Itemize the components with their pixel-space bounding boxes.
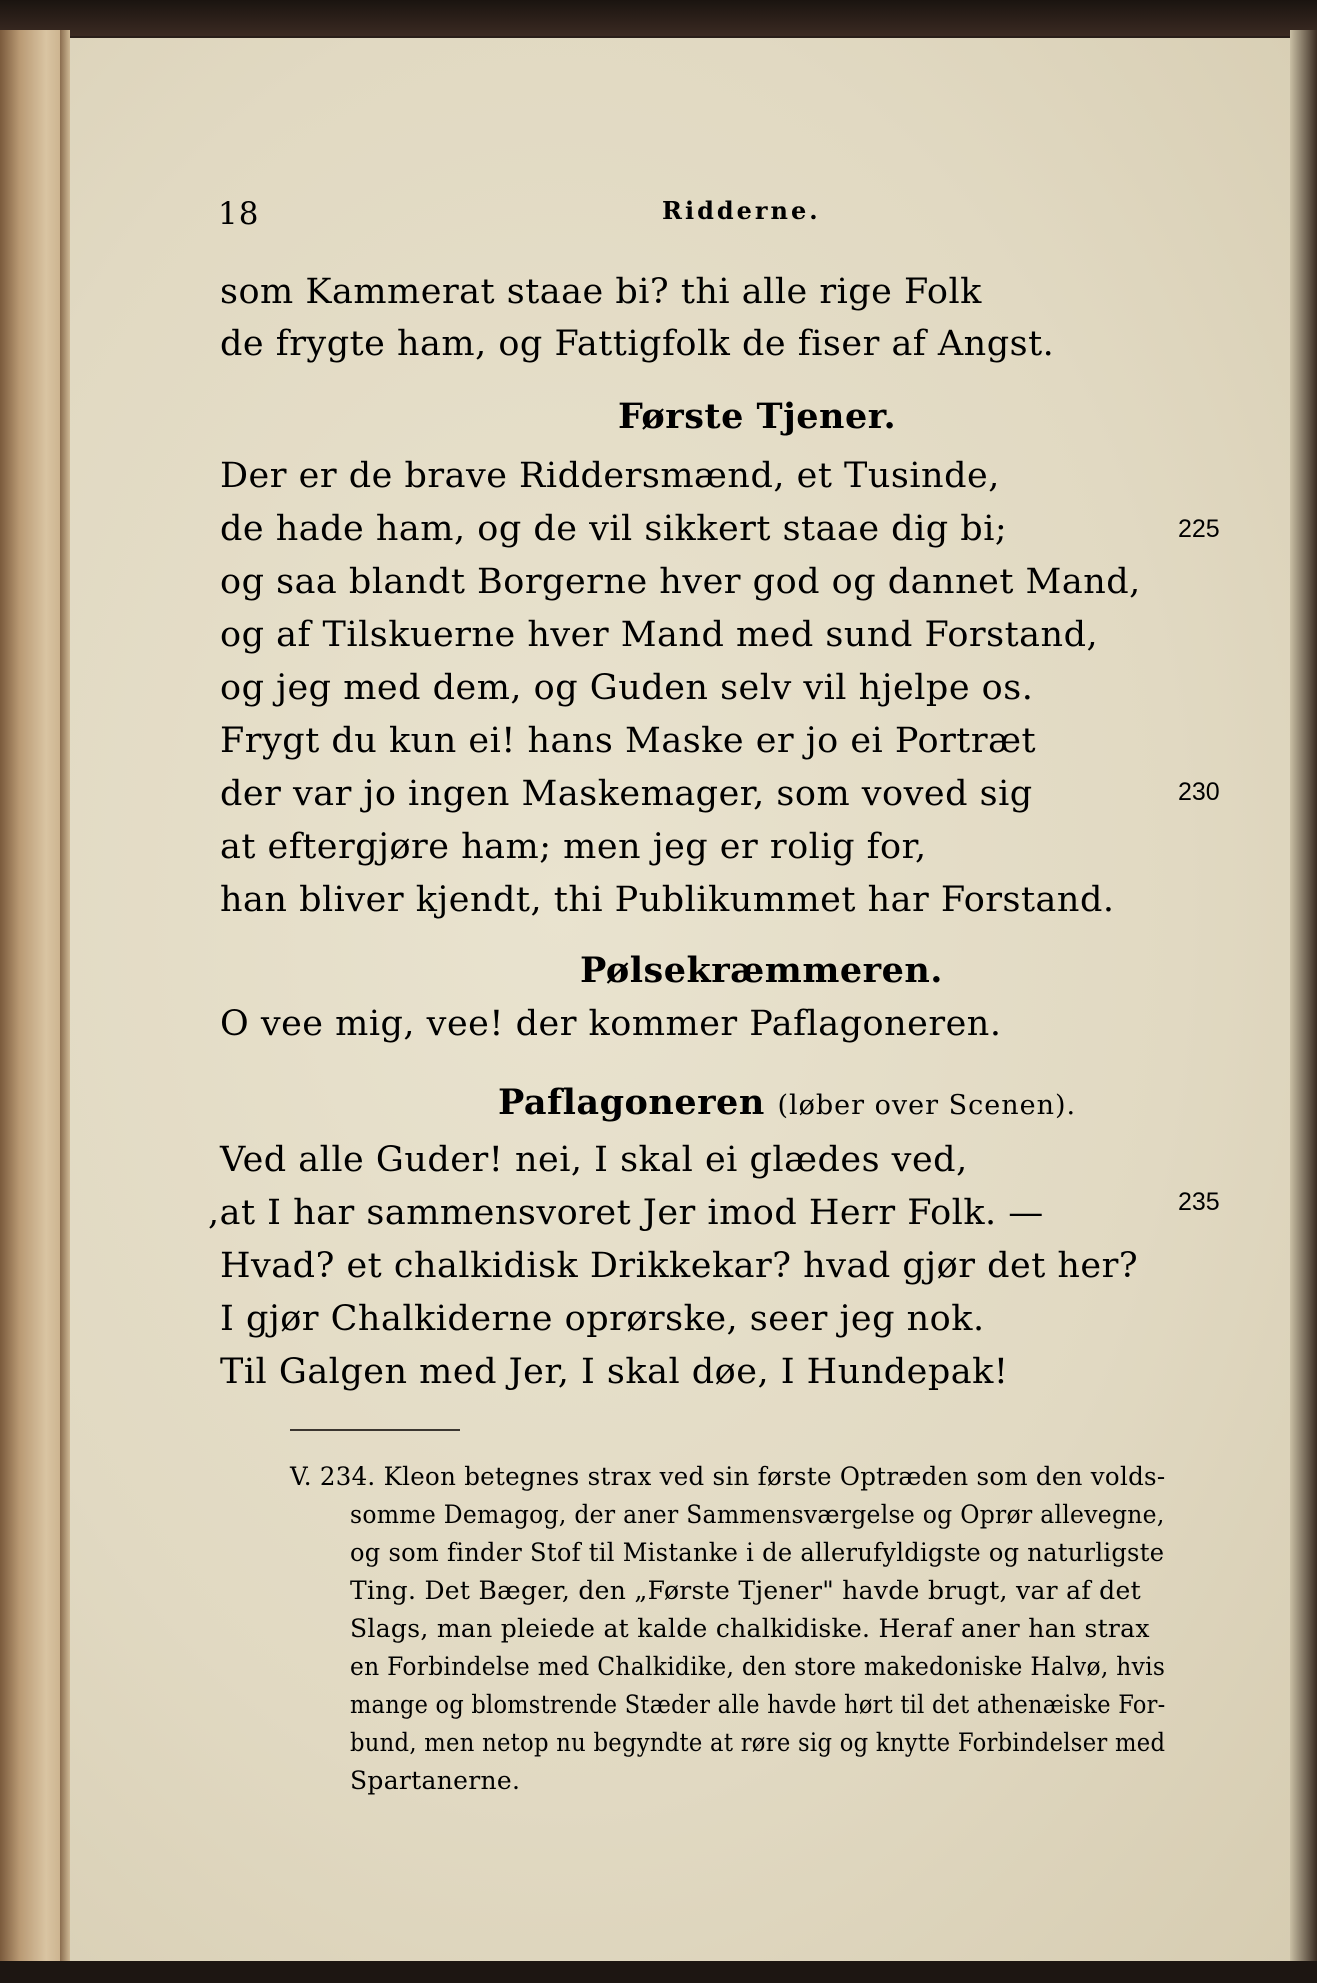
running-title: Ridderne. [662, 196, 821, 225]
footnote-line: og som finder Stof til Mistanke i de allerufyldigste og naturligste [350, 1538, 1165, 1567]
line-number: 225 [1178, 515, 1220, 543]
speaker-name: Paflagoneren [498, 1082, 765, 1123]
verse-line: Hvad? et chalkidisk Drikkekar? hvad gjør det her? [220, 1246, 1139, 1286]
verse-line: og saa blandt Borgerne hver god og dannet Mand, [220, 562, 1141, 602]
binding-edge [60, 30, 70, 1965]
footnote-line: Ting. Det Bæger, den „Første Tjener" havde brugt, var af det [350, 1576, 1141, 1605]
footnote-line: en Forbindelse med Chalkidike, den store makedoniske Halvø, hvis [350, 1652, 1166, 1681]
line-number: 235 [1178, 1188, 1220, 1216]
footnote-line: somme Demagog, der aner Sammensværgelse og Oprør allevegne, [350, 1500, 1165, 1529]
book-binding [0, 30, 66, 1965]
verse-line: der var jo ingen Maskemager, som voved sig [220, 774, 1033, 814]
footnote-line: Spartanerne. [350, 1766, 521, 1795]
verse-line: og af Tilskuerne hver Mand med sund Forstand, [220, 615, 1099, 655]
footnote-line: mange og blomstrende Stæder alle havde hørt til det athenæiske For- [350, 1690, 1166, 1719]
verse-line: ,at I har sammensvoret Jer imod Herr Folk. — [208, 1193, 1044, 1233]
page-number: 18 [218, 196, 260, 232]
verse-line: at eftergjøre ham; men jeg er rolig for, [220, 827, 927, 867]
verse-line: de frygte ham, og Fattigfolk de fiser af Angst. [220, 324, 1055, 364]
speaker-heading: Pølsekræmmeren. [580, 950, 943, 991]
speaker-heading: Første Tjener. [618, 396, 897, 437]
verse-line: Til Galgen med Jer, I skal døe, I Hundepak! [220, 1352, 1009, 1392]
verse-line: og jeg med dem, og Guden selv vil hjelpe os. [220, 668, 1034, 708]
verse-line: som Kammerat staae bi? thi alle rige Folk [220, 272, 982, 312]
footnote-line: Slags, man pleiede at kalde chalkidiske. Heraf aner han strax [350, 1614, 1150, 1643]
verse-line: han bliver kjendt, thi Publikummet har Forstand. [220, 880, 1115, 920]
verse-line: Ved alle Guder! nei, I skal ei glædes ved, [220, 1140, 968, 1180]
verse-line: Frygt du kun ei! hans Maske er jo ei Portræt [220, 721, 1037, 761]
page-right-edge [1290, 30, 1317, 1965]
line-number: 230 [1178, 778, 1220, 806]
verse-line: Der er de brave Riddersmænd, et Tusinde, [220, 456, 1000, 496]
footnote-line: V. 234. Kleon betegnes strax ved sin første Optræden som den volds- [290, 1462, 1166, 1491]
footnote-line: bund, men netop nu begyndte at røre sig og knytte Forbindelser med [350, 1728, 1166, 1757]
verse-line: O vee mig, vee! der kommer Paflagoneren. [220, 1004, 1002, 1044]
footnote-rule [290, 1429, 460, 1431]
verse-line: I gjør Chalkiderne oprørske, seer jeg nok. [220, 1299, 985, 1339]
stage-direction: (løber over Scenen). [777, 1090, 1077, 1121]
scan-bottom-border [0, 1961, 1317, 1983]
scan-top-border [0, 0, 1317, 36]
verse-line: de hade ham, og de vil sikkert staae dig bi; [220, 509, 1008, 549]
speaker-heading [498, 1082, 1076, 1123]
